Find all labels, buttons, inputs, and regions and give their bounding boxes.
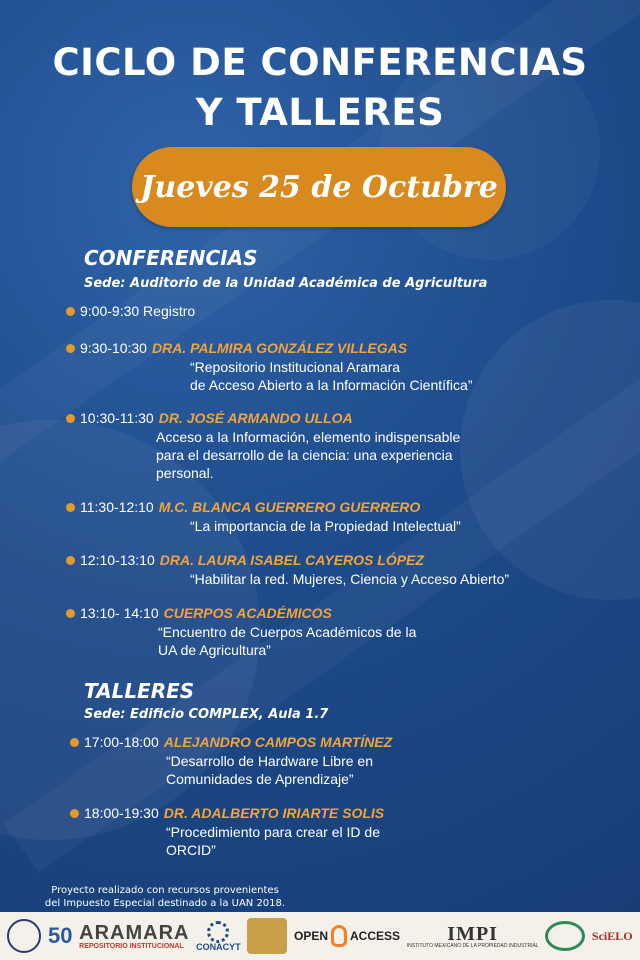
session-time: 13:10- 14:10 bbox=[80, 605, 159, 621]
bullet-icon bbox=[70, 738, 79, 747]
session-description bbox=[66, 428, 636, 482]
poster-title-line2: Y TALLERES bbox=[195, 91, 445, 134]
description-line: Acceso a la Información, elemento indispensable bbox=[156, 429, 461, 445]
description-line: personal. bbox=[156, 465, 214, 481]
speaker-name: ALEJANDRO CAMPOS MARTÍNEZ bbox=[163, 734, 393, 750]
speaker-name: M.C. BLANCA GUERRERO GUERRERO bbox=[158, 499, 421, 515]
session-description bbox=[66, 623, 636, 659]
date-badge bbox=[132, 147, 506, 227]
description-line: Comunidades de Aprendizaje” bbox=[166, 771, 354, 787]
impi-logo: IMPI INSTITUTO MEXICANO DE LA PROPIEDAD INDUSTRIAL bbox=[406, 922, 539, 949]
talleres-heading: TALLERES bbox=[84, 679, 195, 703]
session-description bbox=[66, 570, 636, 588]
conferencias-venue: Sede: Auditorio de la Unidad Académica de Agricultura bbox=[84, 276, 488, 291]
schedule-item bbox=[66, 339, 636, 394]
bullet-icon bbox=[66, 503, 75, 512]
schedule-item bbox=[70, 733, 640, 788]
talleres-venue: Sede: Edificio COMPLEX, Aula 1.7 bbox=[84, 707, 329, 722]
speaker-name: DR. JOSÉ ARMANDO ULLOA bbox=[158, 410, 353, 426]
schedule-item bbox=[66, 498, 636, 535]
description-line: de Acceso Abierto a la Información Científica” bbox=[190, 377, 473, 393]
bullet-icon bbox=[66, 609, 75, 618]
funding-line: Proyecto realizado con recursos provenientes bbox=[51, 885, 279, 896]
schedule-item bbox=[66, 302, 636, 321]
description-line: “Encuentro de Cuerpos Académicos de la bbox=[158, 624, 417, 640]
schedule-item bbox=[66, 551, 636, 588]
session-time: 10:30-11:30 bbox=[80, 410, 154, 426]
funding-note bbox=[0, 884, 330, 910]
description-line: ORCID” bbox=[166, 842, 216, 858]
conacyt-logo: CONACYT bbox=[196, 916, 241, 956]
aramara-logo: ARAMARA REPOSITORIO INSTITUCIONAL bbox=[79, 921, 190, 950]
mexico-emblem-logo bbox=[545, 916, 585, 956]
bullet-icon bbox=[66, 556, 75, 565]
bullet-icon bbox=[70, 809, 79, 818]
bullet-icon bbox=[66, 307, 75, 316]
university-seal-logo bbox=[7, 916, 41, 956]
session-time: 11:30-12:10 bbox=[80, 499, 154, 515]
scielo-logo: SciELO bbox=[591, 928, 633, 943]
session-description bbox=[70, 823, 640, 859]
poster-title-line1: CICLO DE CONFERENCIAS bbox=[52, 41, 588, 84]
session-description bbox=[66, 517, 636, 535]
session-time: 9:00-9:30 Registro bbox=[80, 303, 196, 319]
speaker-name: DRA. PALMIRA GONZÁLEZ VILLEGAS bbox=[151, 340, 408, 356]
session-time: 18:00-19:30 bbox=[84, 805, 159, 821]
unam-logo bbox=[247, 916, 287, 956]
funding-line: del Impuesto Especial destinado a la UAN 2018. bbox=[44, 898, 286, 909]
session-time: 9:30-10:30 bbox=[80, 340, 147, 356]
open-lock-icon bbox=[331, 925, 347, 947]
bullet-icon bbox=[66, 414, 75, 423]
schedule-item bbox=[66, 409, 636, 482]
session-time: 17:00-18:00 bbox=[84, 734, 159, 750]
schedule-item bbox=[70, 804, 640, 859]
open-access-logo: OPEN ACCESS bbox=[294, 916, 400, 956]
description-line: “Repositorio Institucional Aramara bbox=[190, 359, 401, 375]
description-line: “Desarrollo de Hardware Libre en bbox=[166, 753, 373, 769]
description-line: “La importancia de la Propiedad Intelectual” bbox=[190, 518, 461, 534]
session-description bbox=[70, 752, 640, 788]
conferencias-heading: CONFERENCIAS bbox=[84, 246, 258, 270]
bullet-icon bbox=[66, 344, 75, 353]
description-line: “Habilitar la red. Mujeres, Ciencia y Acceso Abierto” bbox=[190, 571, 510, 587]
description-line: UA de Agricultura” bbox=[158, 642, 271, 658]
schedule-item bbox=[66, 604, 636, 659]
session-description bbox=[66, 358, 636, 394]
description-line: para el desarrollo de la ciencia: una experiencia bbox=[156, 447, 453, 463]
description-line: “Procedimiento para crear el ID de bbox=[166, 824, 380, 840]
fifty-years-logo: 50 bbox=[48, 923, 73, 948]
sponsor-logos bbox=[0, 912, 640, 960]
event-date: Jueves 25 de Octubre bbox=[140, 169, 498, 205]
session-time: 12:10-13:10 bbox=[80, 552, 155, 568]
speaker-name: CUERPOS ACADÉMICOS bbox=[163, 605, 332, 621]
speaker-name: DRA. LAURA ISABEL CAYEROS LÓPEZ bbox=[159, 552, 424, 568]
speaker-name: DR. ADALBERTO IRIARTE SOLIS bbox=[163, 805, 385, 821]
